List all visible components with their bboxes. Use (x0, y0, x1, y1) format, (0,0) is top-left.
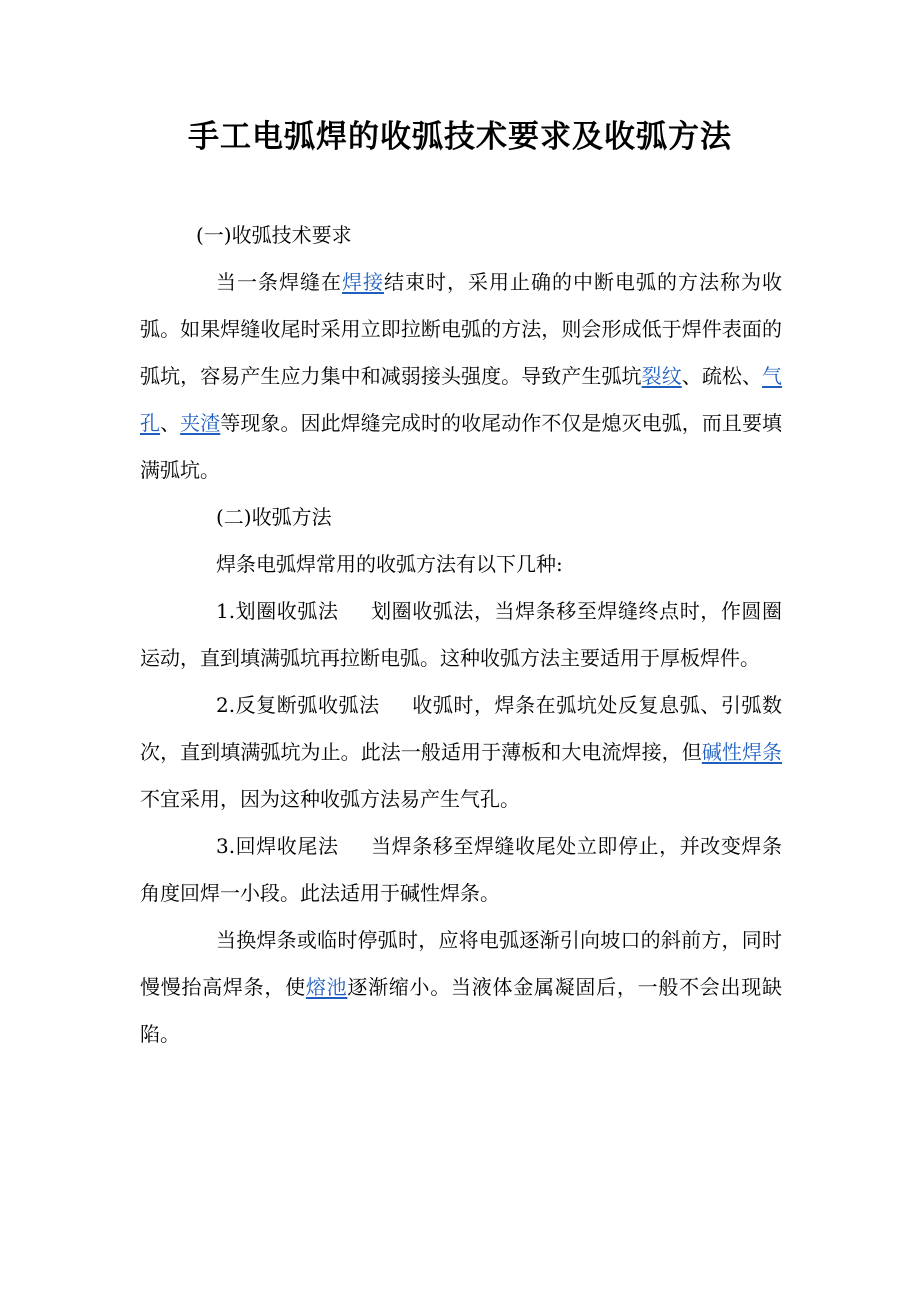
text-span: 当一条焊缝在 (216, 270, 342, 294)
link-qikong[interactable]: 气孔 (140, 364, 783, 435)
link-hanjie[interactable]: 焊接 (342, 270, 384, 294)
section2-intro: 焊条电弧焊常用的收弧方法有以下几种: (216, 552, 563, 576)
section1-heading: (一)收弧技术要求 (196, 223, 352, 247)
text-span: 当换焊条或临时停弧时，应将电弧逐渐引向坡口的斜前方，同时慢慢抬高焊条，使 (140, 928, 782, 999)
text-span: 、疏松、 (681, 364, 763, 388)
text-span: 结束时，采用止确的中断电弧的方法称为收弧。如果焊缝收尾时采用立即拉断电弧的方法，则会形成低于焊件表面的弧坑，容易产生应力集中和减弱接头强度。导致产生弧坑 (140, 270, 782, 388)
link-jianxing-hantiao[interactable]: 碱性焊条 (701, 740, 783, 764)
text-span: 等现象。因此焊缝完成时的收尾动作不仅是熄灭电弧，而且要填满弧坑。 (140, 411, 783, 482)
method1-text: 划圈收弧法，当焊条移至焊缝终点时，作圆圈运动，直到填满弧坑再拉断电弧。这种收弧方法主要适用于厚板焊件。 (140, 599, 782, 670)
link-rongchi[interactable]: 熔池 (305, 975, 348, 999)
text-span: 、 (160, 411, 181, 435)
text-span: 逐渐缩小。当液体金属凝固后，一般不会出现缺陷。 (140, 975, 783, 1046)
method3-label: 3.回焊收尾法 (216, 834, 339, 858)
section1-paragraph (140, 259, 782, 494)
method2-paragraph (140, 682, 782, 823)
method2-text: 收弧时，焊条在弧坑处反复息弧、引弧数次，直到填满弧坑为止。此法一般适用于薄板和大电流焊接，但 (140, 693, 782, 764)
document-body (140, 212, 782, 1058)
method2-label: 2.反复断弧收弧法 (216, 693, 380, 717)
document-title: 手工电弧焊的收弧技术要求及收弧方法 (188, 119, 732, 155)
link-jiazha[interactable]: 夹渣 (180, 411, 221, 435)
method3-paragraph (140, 823, 782, 917)
section2-heading: (二)收弧方法 (216, 505, 332, 529)
method2-text-end: 不宜采用，因为这种收弧方法易产生气孔。 (140, 787, 520, 811)
method1-label: 1.划圈收弧法 (216, 599, 339, 623)
link-liewen[interactable]: 裂纹 (641, 364, 682, 388)
method1-paragraph (140, 588, 782, 682)
method3-text: 当焊条移至焊缝收尾处立即停止，并改变焊条角度回焊一小段。此法适用于碱性焊条。 (140, 834, 782, 905)
final-paragraph (140, 917, 782, 1058)
